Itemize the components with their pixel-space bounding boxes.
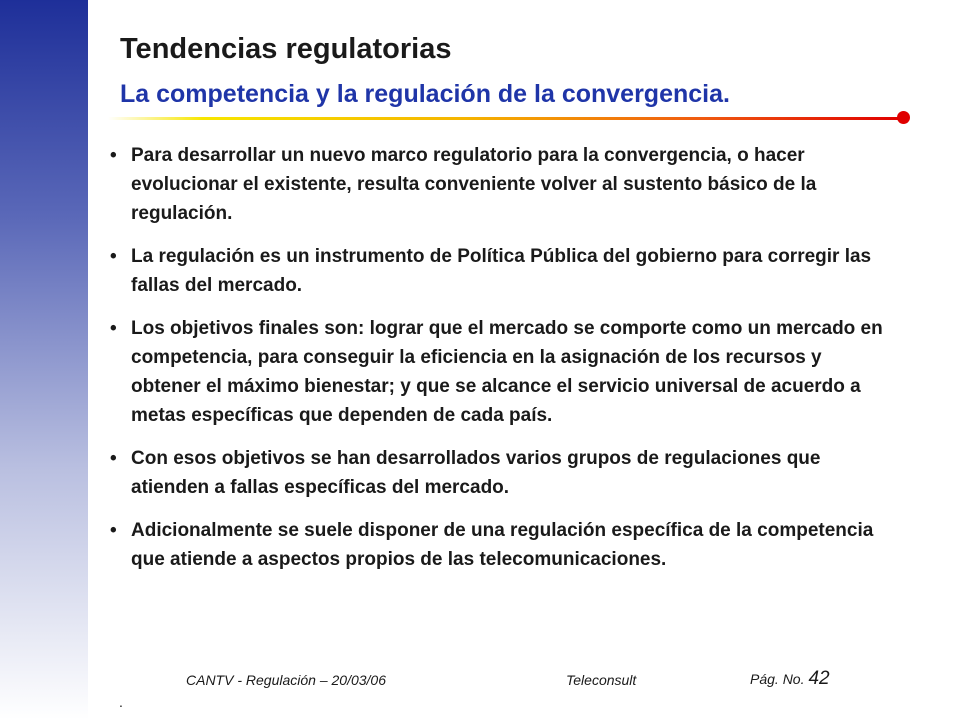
bullet-marker: • — [110, 520, 117, 541]
title-underline — [108, 117, 900, 120]
bullet-item — [110, 516, 890, 574]
page-number: 42 — [808, 668, 830, 689]
bullet-text: Con esos objetivos se han desarrollados varios grupos de regulaciones que atienden a fallas específicas del mercado. — [131, 448, 821, 498]
bullet-text: Adicionalmente se suele disponer de una regulación específica de la competencia que atiende a aspectos propios de las telecomunicaciones. — [131, 520, 874, 570]
bullet-marker: • — [110, 246, 117, 267]
side-gradient-band — [0, 0, 88, 720]
bullet-item — [110, 444, 890, 502]
bullet-item — [110, 242, 890, 300]
underline-end-dot — [897, 111, 910, 124]
bullet-list — [110, 141, 890, 588]
bullet-text: La regulación es un instrumento de Política Pública del gobierno para corregir las fallas del mercado. — [131, 246, 872, 296]
slide-title: Tendencias regulatorias — [120, 33, 452, 65]
slide-subtitle: La competencia y la regulación de la convergencia. — [120, 80, 730, 108]
bullet-marker: • — [110, 448, 117, 469]
footer-stray-mark: . — [119, 694, 123, 710]
page-label: Pág. No. — [750, 671, 805, 687]
bullet-text: Para desarrollar un nuevo marco regulatorio para la convergencia, o hacer evolucionar el existente, resulta conveniente volver al sustento básico de la regulación. — [131, 145, 817, 224]
footer-presentation-info: CANTV - Regulación – 20/03/06 — [186, 672, 386, 688]
bullet-marker: • — [110, 318, 117, 339]
footer-company: Teleconsult — [566, 672, 637, 688]
bullet-text: Los objetivos finales son: lograr que el mercado se comporte como un mercado en competencia, para conseguir la eficiencia en la asignación de los recursos y obtener el máximo bienestar; y que se alcance el servicio universal de acuerdo a metas específicas que dependen de cada país. — [131, 318, 883, 426]
bullet-marker: • — [110, 145, 117, 166]
bullet-item — [110, 141, 890, 228]
bullet-item — [110, 314, 890, 430]
footer-page-info — [750, 668, 830, 690]
